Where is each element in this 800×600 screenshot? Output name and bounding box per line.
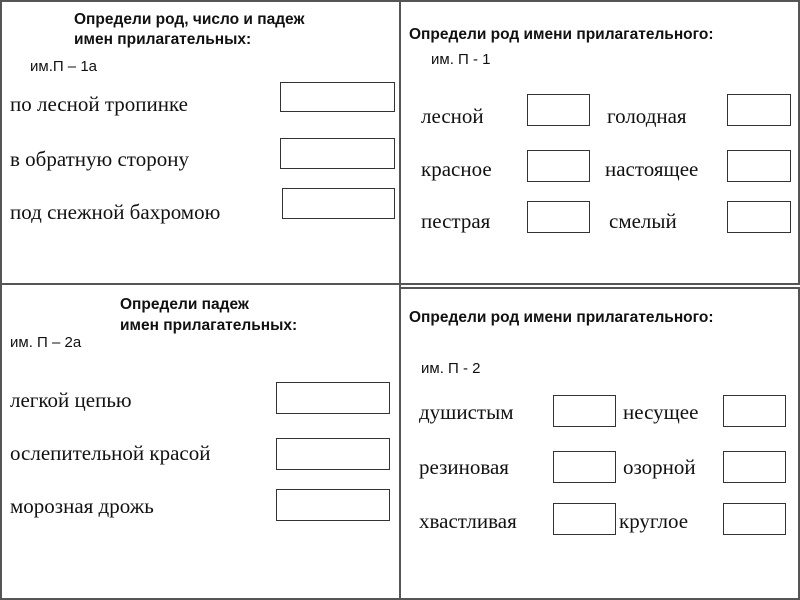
panel-title-line2: имен прилагательных: bbox=[74, 31, 252, 48]
answer-box-left-1[interactable] bbox=[553, 395, 616, 427]
panel-subtitle: им. П - 1 bbox=[431, 51, 491, 68]
answer-box-1[interactable] bbox=[276, 382, 390, 414]
panel-gender-1 bbox=[399, 0, 800, 285]
answer-box-left-3[interactable] bbox=[553, 503, 616, 535]
panel-title: Определи род имени прилагательного: bbox=[409, 26, 714, 43]
word-right-3: круглое bbox=[619, 509, 689, 533]
answer-box-left-1[interactable] bbox=[527, 94, 590, 126]
phrase-2: ослепительной красой bbox=[10, 441, 211, 465]
phrase-1: легкой цепью bbox=[10, 388, 132, 412]
answer-box-2[interactable] bbox=[276, 438, 390, 470]
word-left-2: резиновая bbox=[419, 455, 509, 479]
phrase-3: под снежной бахромою bbox=[10, 200, 221, 224]
answer-box-right-2[interactable] bbox=[727, 150, 791, 182]
word-left-2: красное bbox=[421, 157, 492, 181]
phrase-1: по лесной тропинке bbox=[10, 92, 189, 116]
panel-subtitle: им.П – 1а bbox=[30, 58, 98, 75]
panel-title-line1: Определи род, число и падеж bbox=[74, 11, 305, 28]
panel-title-line2: имен прилагательных: bbox=[120, 317, 298, 334]
answer-box-3[interactable] bbox=[282, 188, 395, 219]
word-right-1: голодная bbox=[607, 104, 687, 128]
phrase-3: морозная дрожь bbox=[10, 494, 154, 518]
word-right-3: смелый bbox=[609, 209, 677, 233]
answer-box-right-1[interactable] bbox=[723, 395, 786, 427]
panel-subtitle: им. П – 2а bbox=[10, 334, 82, 351]
answer-box-2[interactable] bbox=[280, 138, 395, 169]
word-right-2: озорной bbox=[623, 455, 696, 479]
answer-box-3[interactable] bbox=[276, 489, 390, 521]
panel-title-line1: Определи падеж bbox=[120, 296, 249, 313]
answer-box-right-3[interactable] bbox=[723, 503, 786, 535]
answer-box-left-2[interactable] bbox=[553, 451, 616, 483]
panel-title: Определи род имени прилагательного: bbox=[409, 309, 714, 326]
word-right-2: настоящее bbox=[605, 157, 699, 181]
answer-box-left-2[interactable] bbox=[527, 150, 590, 182]
panel-subtitle: им. П - 2 bbox=[421, 360, 481, 377]
phrase-2: в обратную сторону bbox=[10, 147, 189, 171]
panel-gender-2 bbox=[399, 287, 800, 600]
panel-case bbox=[0, 283, 401, 600]
word-left-1: лесной bbox=[421, 104, 484, 128]
panel-gender-number-case bbox=[0, 0, 401, 285]
answer-box-1[interactable] bbox=[280, 82, 395, 112]
word-right-1: несущее bbox=[623, 400, 699, 424]
word-left-3: хвастливая bbox=[419, 509, 517, 533]
word-left-1: душистым bbox=[419, 400, 514, 424]
answer-box-right-2[interactable] bbox=[723, 451, 786, 483]
answer-box-right-3[interactable] bbox=[727, 201, 791, 233]
answer-box-right-1[interactable] bbox=[727, 94, 791, 126]
word-left-3: пестрая bbox=[421, 209, 491, 233]
answer-box-left-3[interactable] bbox=[527, 201, 590, 233]
